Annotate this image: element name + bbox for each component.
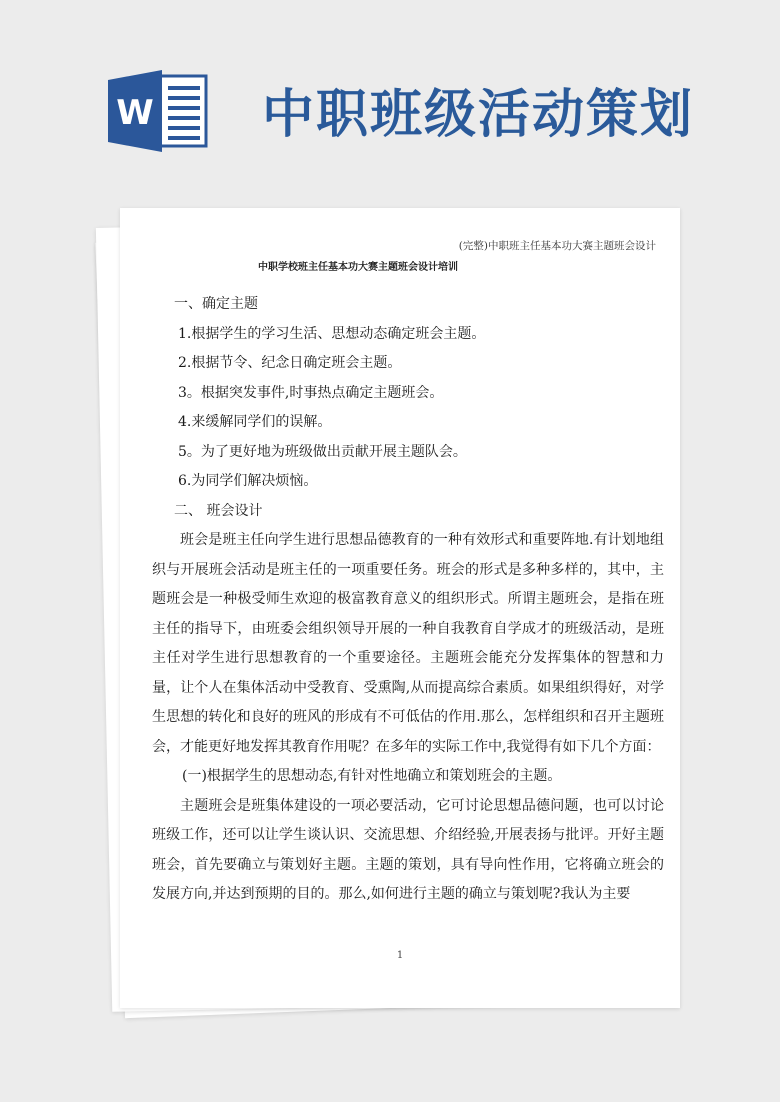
document-subtitle: 中职学校班主任基本功大赛主题班会设计培训 xyxy=(258,262,458,273)
word-document-icon xyxy=(108,70,208,152)
list-item: 6.为同学们解决烦恼。 xyxy=(178,473,318,489)
document-page xyxy=(120,208,680,1008)
list-item: 3。根据突发事件,时事热点确定主题班会。 xyxy=(178,384,444,401)
word-icon-letter: W xyxy=(116,93,154,133)
sub-heading: (一)根据学生的思想动态,有针对性地确立和策划班会的主题。 xyxy=(182,768,562,784)
document-body xyxy=(152,290,664,910)
document-title: 中职班级活动策划 xyxy=(262,85,695,145)
list-item: 2.根据节令、纪念日确定班会主题。 xyxy=(178,355,402,371)
page-number: 1 xyxy=(396,950,404,961)
body-paragraph: 主题班会是班集体建设的一项必要活动，它可讨论思想品德问题，也可以讨论班级工作，还可以让学生谈认识、交流思想、介绍经验,开展表扬与批评。开好主题班会，首先要确立与策划好主题。主题的策划，具有导向性作用，它将确立班会的发展方向,并达到预期的目的。那么,如何进行主题的确立与策划呢?我认为主要 xyxy=(152,797,664,902)
body-paragraph: 班会是班主任向学生进行思想品德教育的一种有效形式和重要阵地.有计划地组织与开展班会活动是班主任的一项重要任务。班会的形式是多种多样的，其中，主题班会是一种极受师生欢迎的极富教育意义的组织形式。所谓主题班会，是指在班主任的指导下，由班委会组织领导开展的一种自我教育自学成才的班级活动，是班主任对学生进行思想教育的一个重要途径。主题班会能充分发挥集体的智慧和力量，让个人在集体活动中受教育、受熏陶,从而提高综合素质。如果组织得好，对学生思想的转化和良好的班风的形成有不可低估的作用.那么，怎样组织和召开主题班会，才能更好地发挥其教育作用呢？在多年的实际工作中,我觉得有如下几个方面： xyxy=(152,532,664,755)
list-item: 4.来缓解同学们的误解。 xyxy=(178,414,332,430)
section-heading: 一、确定主题 xyxy=(174,296,258,312)
list-item: 1.根据学生的学习生活、思想动态确定班会主题。 xyxy=(178,325,486,342)
running-head: (完整)中职班主任基本功大赛主题班会设计 xyxy=(458,240,656,252)
section-heading: 二、 班会设计 xyxy=(174,502,263,519)
list-item: 5。为了更好地为班级做出贡献开展主题队会。 xyxy=(178,443,467,460)
header-banner xyxy=(0,0,780,200)
